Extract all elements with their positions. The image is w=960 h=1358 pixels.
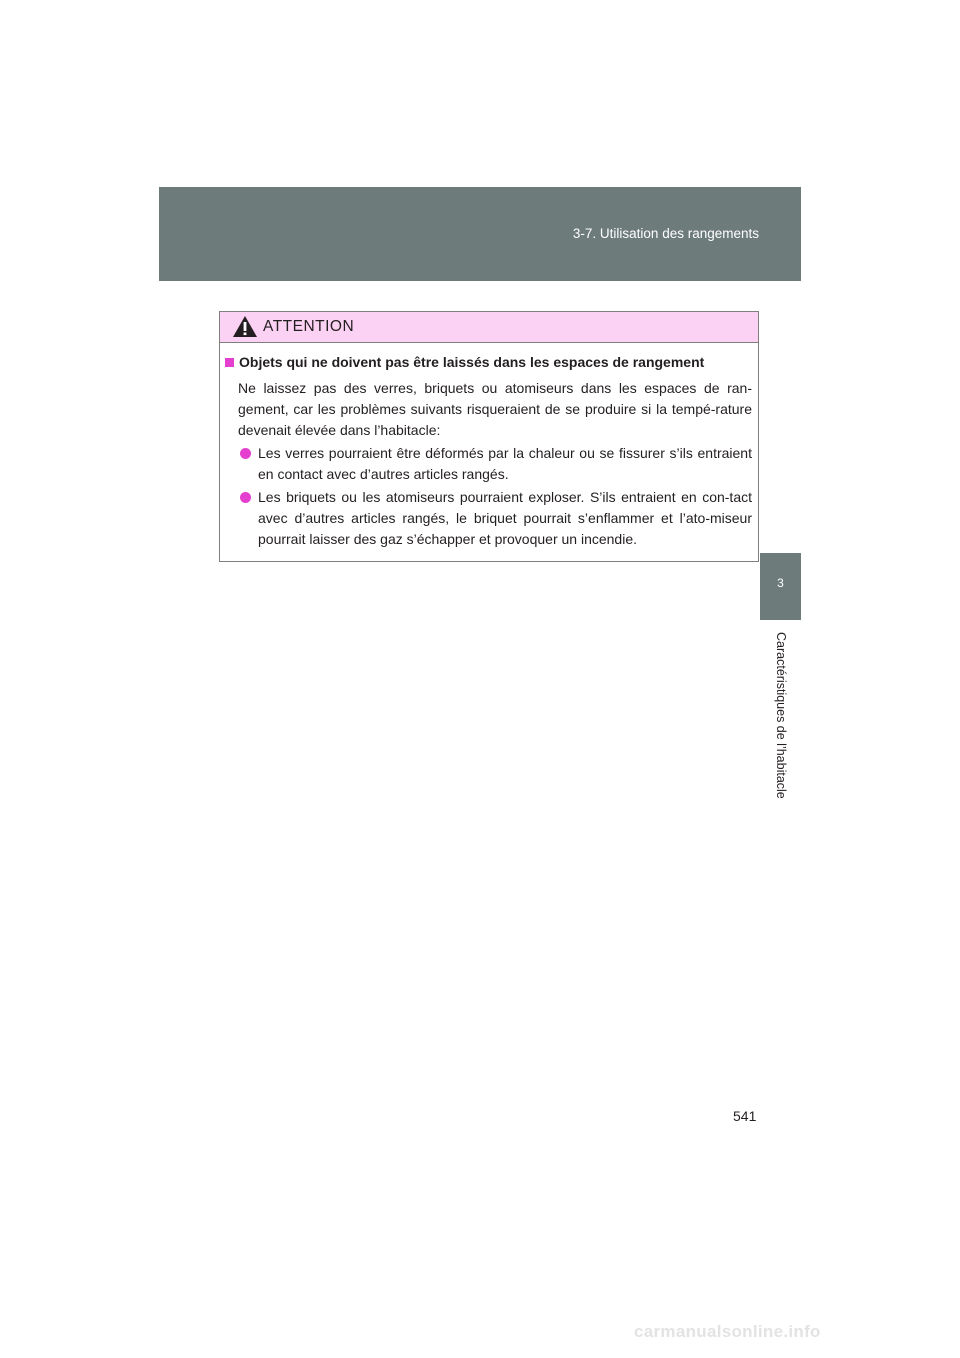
warning-bullet-item: Les verres pourraient être déformés par la chaleur ou se fissurer s’ils entraient en contact avec d’autres articles rangés. bbox=[258, 445, 752, 482]
warning-box bbox=[219, 311, 759, 562]
round-bullet-icon bbox=[240, 492, 251, 503]
warning-intro: Ne laissez pas des verres, briquets ou atomiseurs dans les espaces de ran-gement, car les problèmes suivants risqueraient de se produire si la tempé-rature devenait élevée dans l’habitacle: bbox=[238, 380, 752, 438]
warning-heading bbox=[225, 354, 704, 370]
warning-heading-text: Objets qui ne doivent pas être laissés dans les espaces de rangement bbox=[239, 354, 705, 370]
chapter-number: 3 bbox=[777, 576, 784, 590]
chapter-title: Caractéristiques de l’habitacle bbox=[774, 632, 788, 799]
page-number: 541 bbox=[733, 1108, 757, 1124]
header-band bbox=[159, 187, 801, 281]
warning-header bbox=[220, 312, 758, 343]
warning-triangle-icon bbox=[232, 315, 258, 338]
chapter-tab bbox=[760, 553, 801, 620]
watermark: carmanualsonline.info bbox=[634, 1322, 821, 1341]
warning-title: ATTENTION bbox=[263, 318, 355, 335]
section-title: 3-7. Utilisation des rangements bbox=[572, 226, 759, 241]
round-bullet-icon bbox=[240, 448, 251, 459]
square-bullet-icon bbox=[225, 358, 234, 367]
warning-bullet-item: Les briquets ou les atomiseurs pourraient exploser. S’ils entraient en con-tact avec d’autres articles rangés, le briquet pourrait s’enflammer et l’ato-miseur pourrait laisser des gaz s’échapper et provoquer un incendie. bbox=[258, 489, 752, 547]
